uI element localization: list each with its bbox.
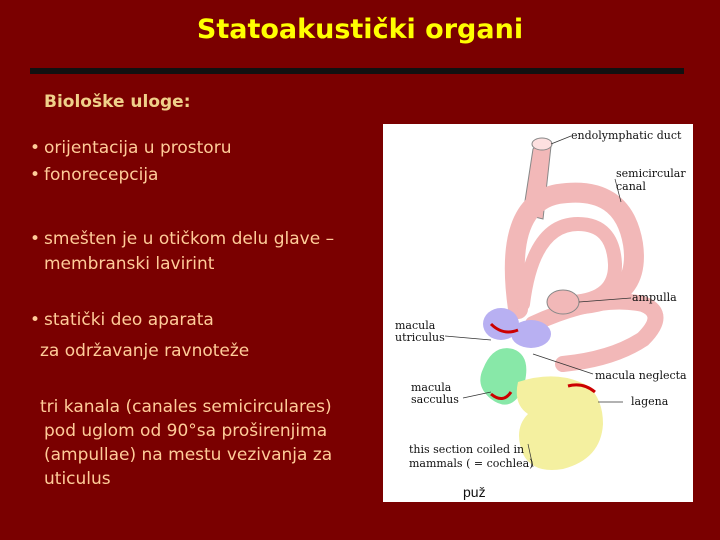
label-macula-neglecta: macula neglecta [595, 369, 687, 382]
bullet-item: • orijentacija u prostoru [30, 138, 232, 158]
bullet-icon: • [30, 310, 41, 330]
label-cochlea-note-line1: this section coiled in [409, 443, 525, 456]
label-lagena: lagena [631, 395, 669, 408]
bullet-item: • fonorecepcija [30, 165, 159, 185]
bullet-icon: • [30, 165, 41, 185]
label-semicircular-canal-line1: semicircular [616, 167, 686, 180]
bullet-icon: • [30, 138, 41, 158]
title-divider [30, 68, 684, 74]
lagena-shape [517, 376, 603, 470]
label-cochlea-note-line2: mammals ( = cochlea) [409, 457, 534, 470]
label-macula-sacculus-line1: macula [411, 381, 452, 394]
bullet-icon: • [30, 229, 41, 249]
bullet-item: • smešten je u otičkom delu glave – [30, 229, 335, 249]
canals-paragraph: tri kanala (canales semicirculares) pod uglom od 90°sa proširenjima (ampullae) na mestu vezivanja za uticulus [40, 397, 333, 489]
inner-ear-diagram [383, 124, 693, 502]
label-endolymphatic-duct: endolymphatic duct [571, 129, 682, 142]
bullet-item: • statički deo aparata [30, 310, 214, 330]
label-macula-utriculus-line1: macula [395, 319, 436, 332]
section-subheading: Biološke uloge: [44, 92, 191, 112]
utriculus-shape-2 [511, 320, 551, 348]
duct-opening [532, 138, 552, 150]
label-puz: puž [463, 484, 486, 500]
bullet-continuation: za održavanje ravnoteže [40, 341, 250, 361]
ampulla-bulb [547, 290, 579, 314]
label-ampulla: ampulla [632, 291, 677, 304]
label-macula-utriculus-line2: utriculus [395, 331, 445, 344]
bullet-continuation: membranski lavirint [44, 254, 215, 274]
page-title: Statoakustički organi [196, 14, 524, 45]
label-semicircular-canal-line2: canal [616, 180, 646, 193]
label-macula-sacculus-line2: sacculus [411, 393, 459, 406]
